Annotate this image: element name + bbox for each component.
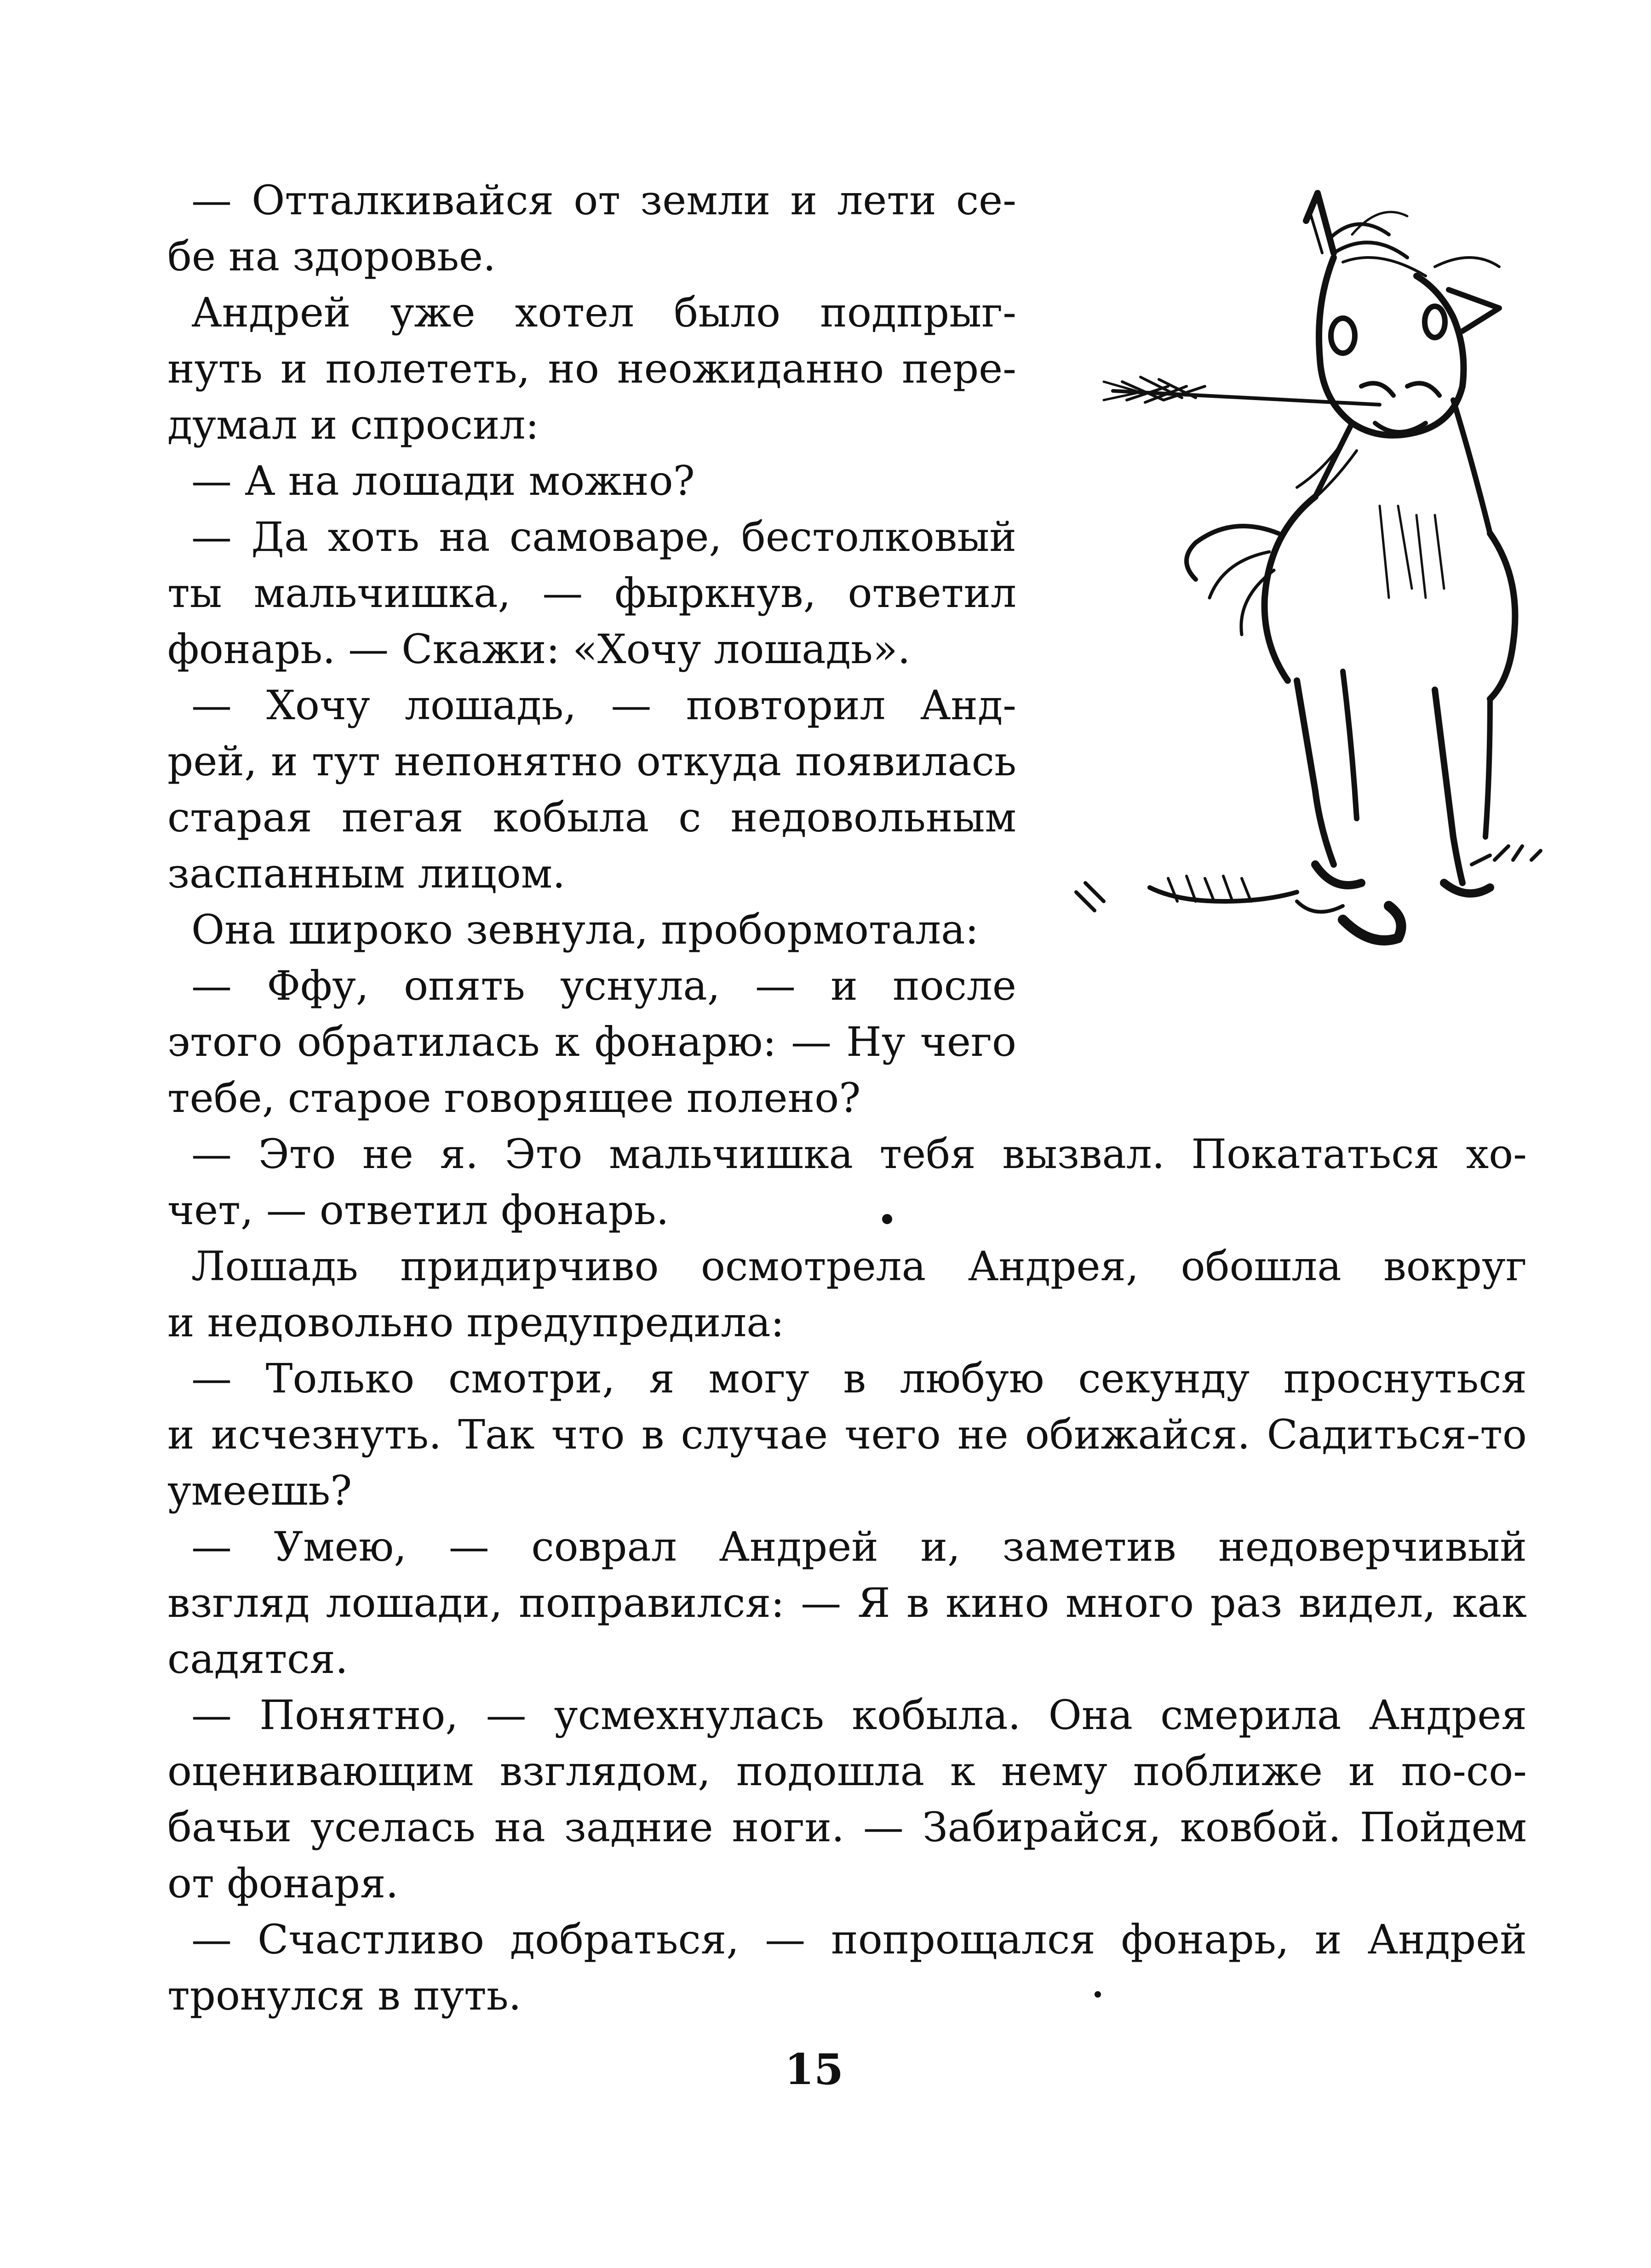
text-line: тебе, старое говорящее полено? — [167, 1074, 861, 1122]
print-speck — [882, 1214, 892, 1224]
text-line: садятся. — [167, 1635, 348, 1683]
text-line: взгляд лошади, поправился: — Я в кино много раз видел, как — [167, 1579, 1527, 1627]
text-line: оценивающим взглядом, подошла к нему поближе и по-со- — [167, 1747, 1527, 1795]
text-line: старая пегая кобыла с недовольным — [167, 794, 1016, 841]
text-line: Она широко зевнула, пробормотала: — [191, 906, 979, 953]
text-line: — Понятно, — усмехнулась кобыла. Она смерила Андрея — [191, 1691, 1527, 1739]
text-line: заспанным лицом. — [167, 850, 566, 897]
text-line: — А на лошади можно? — [191, 457, 695, 504]
print-speck — [1095, 1991, 1101, 1998]
text-line: бачьи уселась на задние ноги. — Забирайся, ковбой. Пойдем — [167, 1804, 1527, 1851]
text-line: — Это не я. Это мальчишка тебя вызвал. Покататься хо- — [191, 1130, 1527, 1178]
text-line: чет, — ответил фонарь. — [167, 1186, 669, 1234]
text-line: — Ффу, опять уснула, — и после — [191, 962, 1016, 1009]
text-line: думал и спросил: — [167, 401, 539, 448]
page-number: 15 — [784, 2045, 844, 2094]
text-line: нуть и полететь, но неожиданно пере- — [167, 345, 1016, 392]
text-line: Андрей уже хотел было подпрыг- — [191, 289, 1016, 336]
text-line: — Отталкивайся от земли и лети се- — [191, 177, 1016, 224]
text-line: и недовольно предупредила: — [167, 1299, 785, 1346]
text-line: тронулся в путь. — [167, 1972, 522, 2019]
text-line: — Да хоть на самоваре, бестолковый — [191, 513, 1016, 561]
text-line: — Умею, — соврал Андрей и, заметив недоверчивый — [191, 1523, 1527, 1570]
text-line: от фонаря. — [167, 1860, 399, 1907]
text-line: и исчезнуть. Так что в случае чего не обижайся. Садиться-то — [167, 1411, 1527, 1458]
text-line: фонарь. — Скажи: «Хочу лошадь». — [167, 625, 911, 673]
text-line: Лошадь придирчиво осмотрела Андрея, обошла вокруг — [191, 1243, 1527, 1290]
text-line: — Только смотри, я могу в любую секунду проснуться — [191, 1355, 1527, 1402]
text-line: — Счастливо добраться, — попрощался фонарь, и Андрей — [191, 1916, 1527, 1963]
text-line: этого обратилась к фонарю: — Ну чего — [167, 1018, 1016, 1065]
text-line: умеешь? — [167, 1467, 352, 1514]
text-line: — Хочу лошадь, — повторил Анд- — [191, 682, 1016, 729]
text-line: рей, и тут непонятно откуда появилась — [167, 738, 1016, 785]
horse-sketch-illustration — [1058, 184, 1554, 1048]
text-line: ты мальчишка, — фыркнув, ответил — [167, 569, 1016, 617]
text-line: бе на здоровье. — [167, 233, 496, 280]
